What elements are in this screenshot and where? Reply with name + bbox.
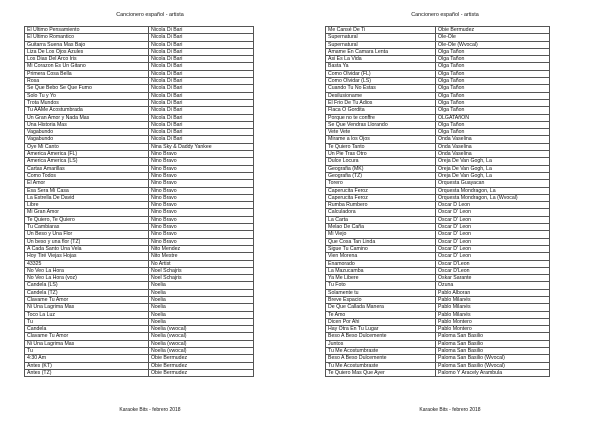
artist-cell: Olga Tañon xyxy=(436,70,550,77)
artist-cell: Paloma San Basilio (Wvocal) xyxy=(436,355,550,362)
song-title-cell: America America (LS) xyxy=(25,158,149,165)
table-row xyxy=(326,289,550,296)
table-row xyxy=(326,121,550,128)
artist-cell: Nicola Di Bari xyxy=(149,48,254,55)
artist-cell: Nino Bravo xyxy=(149,224,254,231)
song-title-cell: Beso A Beso Dulcemente xyxy=(326,333,436,340)
artist-cell: Oreja De Van Gogh, La xyxy=(436,158,550,165)
table-row xyxy=(326,187,550,194)
song-title-cell: Mi Corazon Es Un Gitano xyxy=(25,63,149,70)
artist-cell: Noelia (vwocal) xyxy=(149,326,254,333)
song-title-cell: Juntos xyxy=(326,340,436,347)
table-row xyxy=(326,136,550,143)
artist-cell: Noelia xyxy=(149,311,254,318)
artist-cell: Oscar D Leon xyxy=(436,202,550,209)
song-title-cell: Toco La Luz xyxy=(25,311,149,318)
table-row xyxy=(25,70,254,77)
song-title-cell: Se Que Vendras Llorando xyxy=(326,121,436,128)
artist-cell: Onda Vaselina xyxy=(436,151,550,158)
table-row xyxy=(25,267,254,274)
table-row xyxy=(326,78,550,85)
artist-cell: Onda Vaselina xyxy=(436,143,550,150)
song-title-cell: America America (FL) xyxy=(25,151,149,158)
table-row xyxy=(25,136,254,143)
song-title-cell: Oye Mi Canto xyxy=(25,143,149,150)
artist-cell: Paloma San Basilio xyxy=(436,340,550,347)
song-title-cell: Candela (TZ) xyxy=(25,289,149,296)
table-row xyxy=(25,275,254,282)
artist-cell: Onda Vaselina xyxy=(436,136,550,143)
table-row xyxy=(25,129,254,136)
table-row xyxy=(326,224,550,231)
artist-cell: Olga Tañon xyxy=(436,56,550,63)
artist-cell: Noelia xyxy=(149,296,254,303)
song-title-cell: Cartas Amarillas xyxy=(25,165,149,172)
artist-cell: Pablo Montero xyxy=(436,326,550,333)
table-row xyxy=(326,260,550,267)
artist-cell: Nino Bravo xyxy=(149,202,254,209)
artist-cell: Olga Tañon xyxy=(436,107,550,114)
song-title-cell: Te Quiero, Te Quiero xyxy=(25,216,149,223)
table-row xyxy=(25,121,254,128)
song-title-cell: Calculadora xyxy=(326,209,436,216)
artist-cell: Nino Bravo xyxy=(149,194,254,201)
artist-cell: OLGATAñON xyxy=(436,114,550,121)
song-table-right xyxy=(325,26,550,377)
table-row xyxy=(326,282,550,289)
table-row xyxy=(326,340,550,347)
artist-cell: Olga Tañon xyxy=(436,85,550,92)
table-row xyxy=(25,34,254,41)
table-row xyxy=(25,165,254,172)
table-row xyxy=(326,245,550,252)
table-row xyxy=(326,107,550,114)
song-title-cell: Te Quiero Tanto xyxy=(326,143,436,150)
song-title-cell: Tu xyxy=(25,348,149,355)
artist-cell: Nicola Di Bari xyxy=(149,56,254,63)
artist-cell: Olga Tañon xyxy=(436,48,550,55)
song-title-cell: Enamorado xyxy=(326,260,436,267)
artist-cell: Oscar D' Leon xyxy=(436,209,550,216)
table-row xyxy=(326,48,550,55)
artist-cell: Pablo Montero xyxy=(436,318,550,325)
artist-cell: Nicola Di Bari xyxy=(149,129,254,136)
page-header: Cancionero español - artista xyxy=(411,12,479,18)
song-title-cell: Como Olvidar (FL) xyxy=(326,70,436,77)
table-row xyxy=(326,348,550,355)
song-title-cell: Un Gran Amor y Nada Mas xyxy=(25,114,149,121)
table-row xyxy=(326,56,550,63)
song-table-body xyxy=(326,27,550,377)
table-row xyxy=(25,92,254,99)
song-title-cell: Una Historia Mas xyxy=(25,121,149,128)
table-row xyxy=(326,238,550,245)
artist-cell: Nito Mestre xyxy=(149,253,254,260)
table-row xyxy=(326,41,550,48)
artist-cell: Nino Bravo xyxy=(149,187,254,194)
table-row xyxy=(326,70,550,77)
table-row xyxy=(326,151,550,158)
song-title-cell: Clavame Tu Amor xyxy=(25,333,149,340)
song-title-cell: Ya Me Libere xyxy=(326,275,436,282)
artist-cell: Oscar D' Leon xyxy=(436,245,550,252)
song-title-cell: Tu Foto xyxy=(326,282,436,289)
table-row xyxy=(25,340,254,347)
artist-cell: Nicola Di Bari xyxy=(149,27,254,34)
table-row xyxy=(25,202,254,209)
song-table-body xyxy=(25,27,254,377)
table-row xyxy=(25,348,254,355)
artist-cell: Noelia (vwocal) xyxy=(149,348,254,355)
table-row xyxy=(326,216,550,223)
song-title-cell: Desilusioname xyxy=(326,92,436,99)
table-row xyxy=(25,304,254,311)
song-title-cell: Te Amo xyxy=(326,311,436,318)
artist-cell: Paloma San Basilio xyxy=(436,348,550,355)
artist-cell: Noel Schajris xyxy=(149,275,254,282)
song-title-cell: Ni Una Lagrima Mas xyxy=(25,340,149,347)
table-row xyxy=(25,48,254,55)
artist-cell: Nito Mendez xyxy=(149,245,254,252)
artist-cell: Ole-Ole xyxy=(436,34,550,41)
song-title-cell: Solo Tu y Yo xyxy=(25,92,149,99)
song-title-cell: Amame En Camara Lenta xyxy=(326,48,436,55)
song-title-cell: La Mazucamba xyxy=(326,267,436,274)
artist-cell: Olga Tañon xyxy=(436,63,550,70)
table-row xyxy=(25,216,254,223)
table-row xyxy=(25,107,254,114)
song-title-cell: Un Beso y Una Flor xyxy=(25,231,149,238)
song-title-cell: Hoy Tiré Viejas Hojas xyxy=(25,253,149,260)
table-row xyxy=(25,209,254,216)
artist-cell: Noelia xyxy=(149,318,254,325)
song-title-cell: Como Olvidar (LS) xyxy=(326,78,436,85)
artist-cell: Oscar D' Leon xyxy=(436,238,550,245)
song-title-cell: Candela (LS) xyxy=(25,282,149,289)
song-title-cell: Esa Sera Mi Casa xyxy=(25,187,149,194)
song-title-cell: Candela xyxy=(25,326,149,333)
song-title-cell: La Estrella De David xyxy=(25,194,149,201)
song-title-cell: Cuando Tu No Estas xyxy=(326,85,436,92)
artist-cell: Nicola Di Bari xyxy=(149,107,254,114)
song-title-cell: Que Cosa Tan Linda xyxy=(326,238,436,245)
page-footer: Karaoke Bits - febrero 2018 xyxy=(419,407,481,413)
song-title-cell: Liza De Los Ojos Azules xyxy=(25,48,149,55)
table-row xyxy=(25,231,254,238)
table-row xyxy=(25,158,254,165)
song-title-cell: Sigue Tu Camino xyxy=(326,245,436,252)
table-row xyxy=(326,253,550,260)
table-row xyxy=(25,78,254,85)
artist-cell: Oscar D' Leon xyxy=(436,224,550,231)
song-title-cell: Vete Vete xyxy=(326,129,436,136)
page-header: Cancionero español - artista xyxy=(116,12,184,18)
artist-cell: Noel Schajris xyxy=(149,267,254,274)
song-title-cell: Supernatural xyxy=(326,34,436,41)
artist-cell: Olga Tañon xyxy=(436,129,550,136)
artist-cell: Nicola Di Bari xyxy=(149,136,254,143)
song-title-cell: Basta Ya xyxy=(326,63,436,70)
table-row xyxy=(326,194,550,201)
table-row xyxy=(25,85,254,92)
table-row xyxy=(326,326,550,333)
song-title-cell: Ni Una Lagrima Mas xyxy=(25,304,149,311)
artist-cell: Nicola Di Bari xyxy=(149,99,254,106)
artist-cell: Nino Bravo xyxy=(149,165,254,172)
artist-cell: Orquesta Mondragon, La xyxy=(436,187,550,194)
artist-cell: Paloma San Basilio xyxy=(436,333,550,340)
song-title-cell: Melao De Caña xyxy=(326,224,436,231)
artist-cell: Noelia xyxy=(149,304,254,311)
song-title-cell: Geografia (TZ) xyxy=(326,172,436,179)
artist-cell: Nina Sky & Daddy Yankee xyxy=(149,143,254,150)
table-row xyxy=(25,369,254,376)
song-title-cell: Rosa xyxy=(25,78,149,85)
table-row xyxy=(25,172,254,179)
table-row xyxy=(326,27,550,34)
table-row xyxy=(326,202,550,209)
table-row xyxy=(326,158,550,165)
table-row xyxy=(326,318,550,325)
song-title-cell: Geografia (MK) xyxy=(326,165,436,172)
song-title-cell: Mi Gran Amor xyxy=(25,209,149,216)
song-title-cell: Tu Me Acostumbraste xyxy=(326,348,436,355)
table-row xyxy=(326,180,550,187)
song-title-cell: Te Quiero Mas Que Ayer xyxy=(326,369,436,376)
artist-cell: Olga Tañon xyxy=(436,99,550,106)
table-row xyxy=(326,92,550,99)
table-row xyxy=(25,318,254,325)
artist-cell: Nicola Di Bari xyxy=(149,121,254,128)
song-title-cell: Los Dias Del Arco Iris xyxy=(25,56,149,63)
song-title-cell: Torero xyxy=(326,180,436,187)
song-title-cell: Trota Mundos xyxy=(25,99,149,106)
artist-cell: Olga Tañon xyxy=(436,92,550,99)
artist-cell: Palomo Y Aracely Arambula xyxy=(436,369,550,376)
song-title-cell: Vagabundo xyxy=(25,136,149,143)
table-row xyxy=(25,245,254,252)
artist-cell: Nicola Di Bari xyxy=(149,63,254,70)
table-row xyxy=(326,114,550,121)
artist-cell: Orquesta Mondragon, La (Wvocal) xyxy=(436,194,550,201)
song-title-cell: Dulce Locura xyxy=(326,158,436,165)
artist-cell: Nicola Di Bari xyxy=(149,114,254,121)
artist-cell: Oreja De Van Gogh, La xyxy=(436,165,550,172)
song-title-cell: Breve Espacio xyxy=(326,296,436,303)
table-row xyxy=(25,27,254,34)
artist-cell: Nicola Di Bari xyxy=(149,78,254,85)
artist-cell: Nicola Di Bari xyxy=(149,70,254,77)
table-row xyxy=(326,99,550,106)
table-row xyxy=(25,362,254,369)
table-row xyxy=(326,362,550,369)
table-row xyxy=(25,311,254,318)
song-title-cell: Porque no te conffre xyxy=(326,114,436,121)
artist-cell: Olga Tañon xyxy=(436,78,550,85)
table-row xyxy=(25,114,254,121)
song-title-cell: Antes (KT) xyxy=(25,362,149,369)
song-title-cell: Se Que Bebo Se Que Fumo xyxy=(25,85,149,92)
table-row xyxy=(25,355,254,362)
artist-cell: Pablo Alboran xyxy=(436,289,550,296)
song-title-cell: Dicen Por Ahi xyxy=(326,318,436,325)
song-title-cell: El Ultimo Pensamiento xyxy=(25,27,149,34)
song-title-cell: Supernatural xyxy=(326,41,436,48)
song-title-cell: Guitarra Suena Mas Bajo xyxy=(25,41,149,48)
song-title-cell: Un beso y una flor (TZ) xyxy=(25,238,149,245)
table-row xyxy=(25,289,254,296)
table-row xyxy=(326,34,550,41)
song-title-cell: Vien Morena xyxy=(326,253,436,260)
table-row xyxy=(25,296,254,303)
artist-cell: Oscar D' Leon xyxy=(436,231,550,238)
song-title-cell: Clavame Tu Amor xyxy=(25,296,149,303)
song-title-cell: Hay Otra En Tu Lugar xyxy=(326,326,436,333)
table-row xyxy=(25,224,254,231)
table-row xyxy=(25,143,254,150)
song-title-cell: De Que Callada Manera xyxy=(326,304,436,311)
song-title-cell: Asi Es La Vida xyxy=(326,56,436,63)
artist-cell: Obie Bermudez xyxy=(149,355,254,362)
artist-cell: Nino Bravo xyxy=(149,216,254,223)
song-title-cell: Vagabundo xyxy=(25,129,149,136)
artist-cell: Oscar D' Leon xyxy=(436,216,550,223)
artist-cell: Nino Bravo xyxy=(149,172,254,179)
table-row xyxy=(326,355,550,362)
artist-cell: Nino Bravo xyxy=(149,158,254,165)
artist-cell: Nicola Di Bari xyxy=(149,92,254,99)
song-title-cell: Rumba Rumbero xyxy=(326,202,436,209)
artist-cell: Oscar D'Leon xyxy=(436,260,550,267)
song-title-cell: Libre xyxy=(25,202,149,209)
table-row xyxy=(25,238,254,245)
artist-cell: Ozuna xyxy=(436,282,550,289)
artist-cell: Pablo Milanés xyxy=(436,311,550,318)
artist-cell: Paloma San Basilio (Wvocal) xyxy=(436,362,550,369)
table-row xyxy=(326,63,550,70)
song-title-cell: Tu xyxy=(25,318,149,325)
song-table-left xyxy=(24,26,254,377)
song-title-cell: Mirame a los Ojos xyxy=(326,136,436,143)
artist-cell: Pablo Milanés xyxy=(436,296,550,303)
song-title-cell: Tu Cambiaras xyxy=(25,224,149,231)
table-row xyxy=(326,129,550,136)
table-row xyxy=(326,267,550,274)
table-row xyxy=(25,56,254,63)
table-row xyxy=(326,304,550,311)
song-title-cell: Caperucita Feroz xyxy=(326,194,436,201)
artist-cell: Oreja De Van Gogh, La xyxy=(436,172,550,179)
song-title-cell: Un Pie Tras Otro xyxy=(326,151,436,158)
artist-cell: Noelia xyxy=(149,289,254,296)
table-row xyxy=(25,194,254,201)
artist-cell: Oskar Sarante xyxy=(436,275,550,282)
artist-cell: Nino Bravo xyxy=(149,238,254,245)
table-row xyxy=(25,260,254,267)
table-row xyxy=(25,253,254,260)
song-title-cell: 43325 xyxy=(25,260,149,267)
song-title-cell: La Carta xyxy=(326,216,436,223)
song-title-cell: Primera Cosa Bella xyxy=(25,70,149,77)
artist-cell: Orquesta Guayacan xyxy=(436,180,550,187)
table-row xyxy=(25,151,254,158)
song-title-cell: Tu AAMe Acostumbrada xyxy=(25,107,149,114)
table-row xyxy=(25,187,254,194)
song-title-cell: Beso A Beso Dulcemente xyxy=(326,355,436,362)
table-row xyxy=(25,41,254,48)
song-title-cell: El Amor xyxy=(25,180,149,187)
song-title-cell: Me Cansé De Ti xyxy=(326,27,436,34)
table-row xyxy=(25,99,254,106)
artist-cell: Noelia (vwocal) xyxy=(149,333,254,340)
song-title-cell: Tu Me Acostumbraste xyxy=(326,362,436,369)
table-row xyxy=(326,296,550,303)
song-title-cell: 4:30 Am xyxy=(25,355,149,362)
artist-cell: Noelia (vwocal) xyxy=(149,340,254,347)
artist-cell: Ole-Ole (Wvocal) xyxy=(436,41,550,48)
artist-cell: Obie Bermudez xyxy=(149,369,254,376)
song-title-cell: Antes (TZ) xyxy=(25,369,149,376)
artist-cell: Nino Bravo xyxy=(149,151,254,158)
song-title-cell: No Veo La Hora xyxy=(25,267,149,274)
right-page xyxy=(300,0,600,424)
table-row xyxy=(25,326,254,333)
song-title-cell: Solamente tu xyxy=(326,289,436,296)
artist-cell: No Artist xyxy=(149,260,254,267)
table-row xyxy=(326,165,550,172)
table-row xyxy=(25,333,254,340)
artist-cell: Nino Bravo xyxy=(149,231,254,238)
artist-cell: Olga Tañon xyxy=(436,121,550,128)
table-row xyxy=(25,63,254,70)
song-title-cell: No Veo La Hora (voz) xyxy=(25,275,149,282)
table-row xyxy=(326,231,550,238)
table-row xyxy=(25,282,254,289)
song-title-cell: A Cada Santo Una Vela xyxy=(25,245,149,252)
artist-cell: Obie Bermudez xyxy=(149,362,254,369)
artist-cell: Nino Bravo xyxy=(149,209,254,216)
table-row xyxy=(326,311,550,318)
table-row xyxy=(326,209,550,216)
table-row xyxy=(326,172,550,179)
song-title-cell: Caperucita Feroz xyxy=(326,187,436,194)
artist-cell: Nicola Di Bari xyxy=(149,85,254,92)
table-row xyxy=(25,180,254,187)
table-row xyxy=(326,275,550,282)
song-title-cell: Mi Viejo xyxy=(326,231,436,238)
table-row xyxy=(326,369,550,376)
artist-cell: Obie Bermudez xyxy=(436,27,550,34)
artist-cell: Nicola Di Bari xyxy=(149,41,254,48)
table-row xyxy=(326,85,550,92)
song-title-cell: El Ultimo Romantico xyxy=(25,34,149,41)
song-title-cell: El Frio De Tu Adios xyxy=(326,99,436,106)
table-row xyxy=(326,143,550,150)
artist-cell: Noelia xyxy=(149,282,254,289)
artist-cell: Oscar D'Leon xyxy=(436,267,550,274)
artist-cell: Nino Bravo xyxy=(149,180,254,187)
artist-cell: Oscar D' Leon xyxy=(436,253,550,260)
table-row xyxy=(326,333,550,340)
song-title-cell: Flaca O Gordita xyxy=(326,107,436,114)
page-footer: Karaoke Bits - febrero 2018 xyxy=(119,407,181,413)
artist-cell: Nicola Di Bari xyxy=(149,34,254,41)
artist-cell: Pablo Milanés xyxy=(436,304,550,311)
song-title-cell: Como Todos xyxy=(25,172,149,179)
